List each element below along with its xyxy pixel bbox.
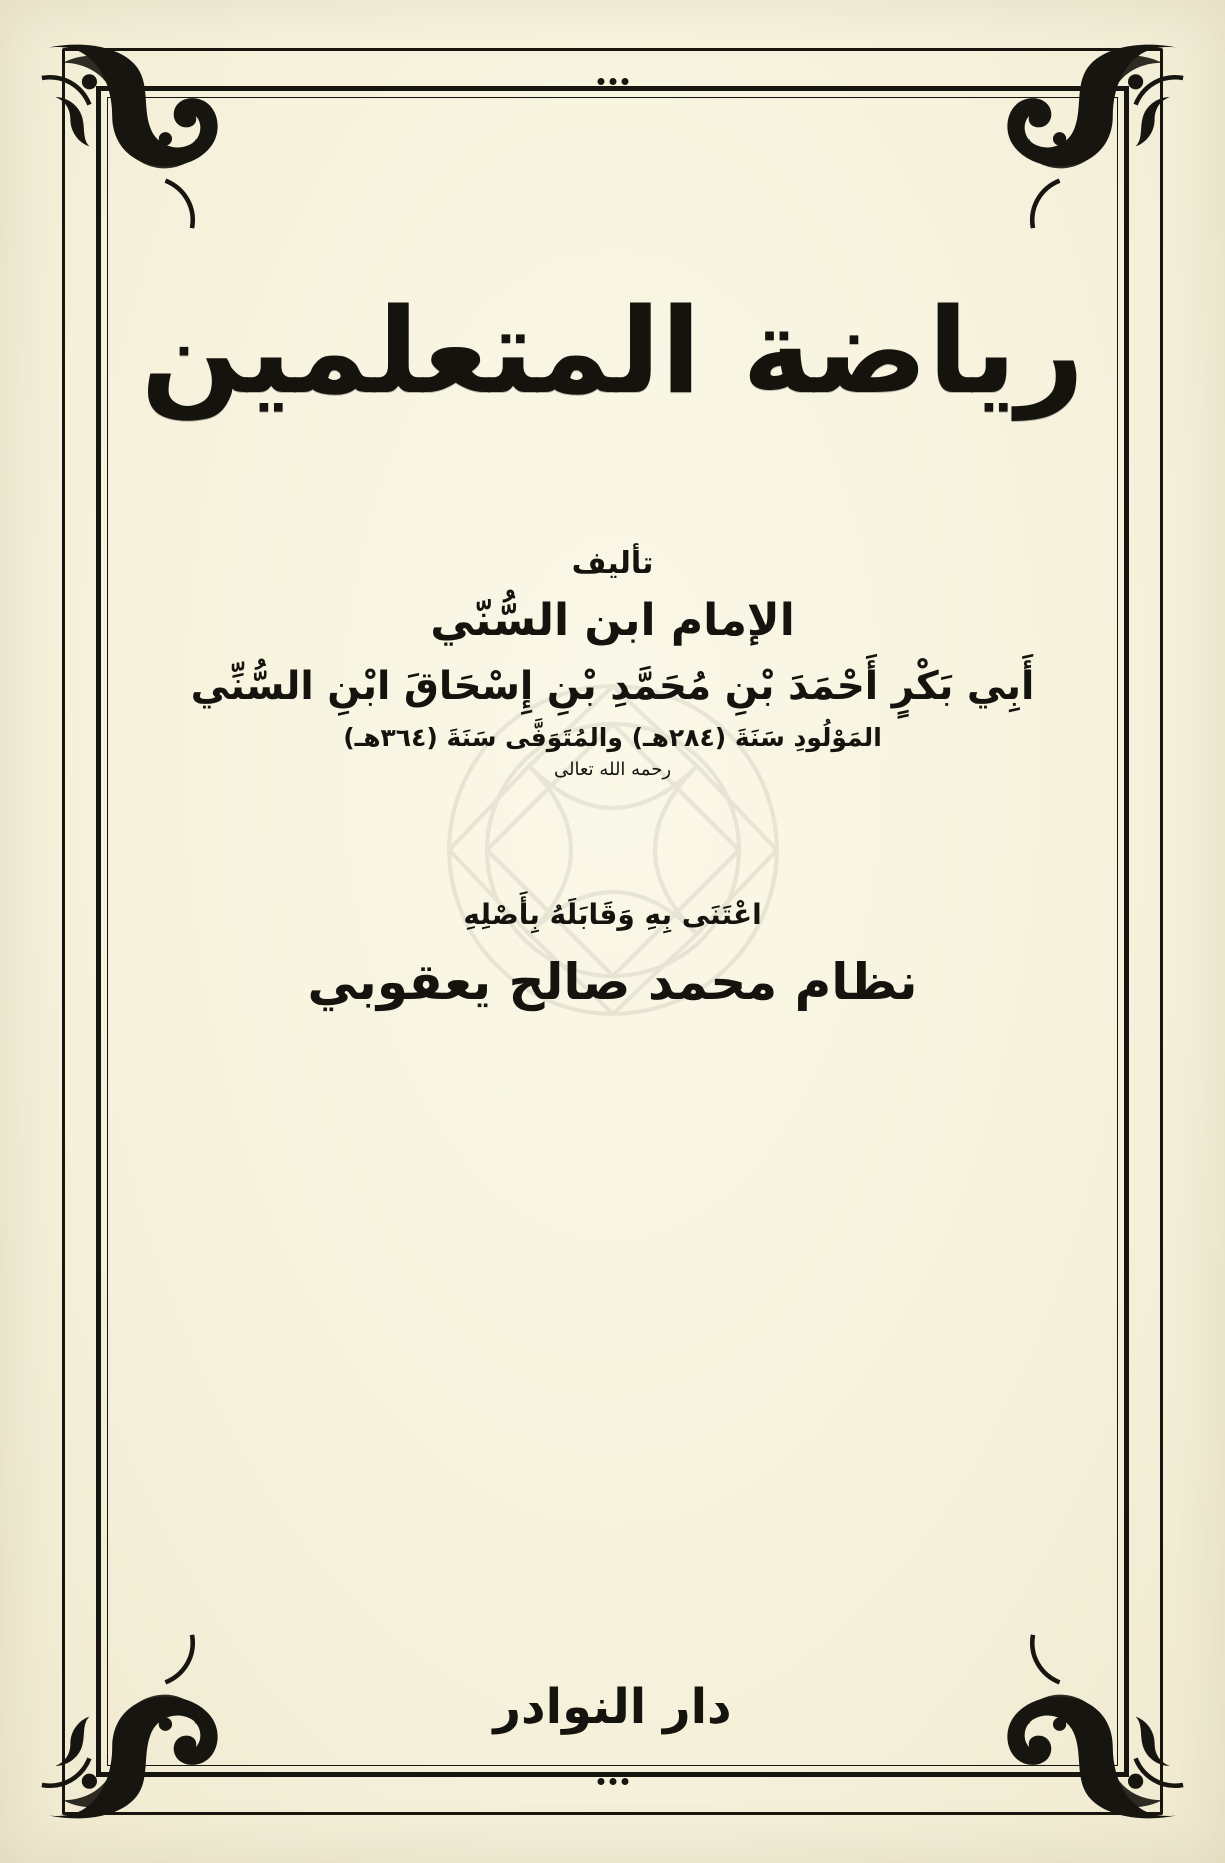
ornament-dots-top <box>597 78 628 85</box>
corner-ornament-top-left <box>40 40 230 230</box>
ornament-dot <box>609 1778 616 1785</box>
ornament-dot <box>609 78 616 85</box>
cover-content <box>110 100 1115 1763</box>
ornament-dot <box>597 78 604 85</box>
authorship-label: تأليف <box>571 545 654 581</box>
editor-label: اعْتَنَى بِهِ وَقَابَلَهُ بِأَصْلِهِ <box>463 897 762 931</box>
editor-name: نظام محمد صالح يعقوبي <box>307 952 918 1011</box>
book-title: رياضة المتعلمين <box>140 282 1085 420</box>
author-name-short: الإمام ابن السُّنّي <box>430 594 795 646</box>
author-blessing: رحمه الله تعالى <box>553 758 672 780</box>
ornament-dot <box>621 78 628 85</box>
corner-ornament-bottom-right <box>995 1633 1185 1823</box>
corner-ornament-top-right <box>995 40 1185 230</box>
ornament-dot <box>597 1778 604 1785</box>
ornament-dots-bottom <box>597 1778 628 1785</box>
author-name-full: أَبِي بَكْرٍ أَحْمَدَ بْنِ مُحَمَّدِ بْنِ إِسْحَاقَ ابْنِ السُّنِّي <box>190 663 1035 709</box>
publisher-name: دار النوادر <box>493 1679 732 1735</box>
ornament-dot <box>621 1778 628 1785</box>
corner-ornament-bottom-left <box>40 1633 230 1823</box>
author-life-dates: المَوْلُودِ سَنَةَ (٢٨٤هـ) والمُتَوَفَّى سَنَةَ (٣٦٤هـ) <box>343 722 882 752</box>
